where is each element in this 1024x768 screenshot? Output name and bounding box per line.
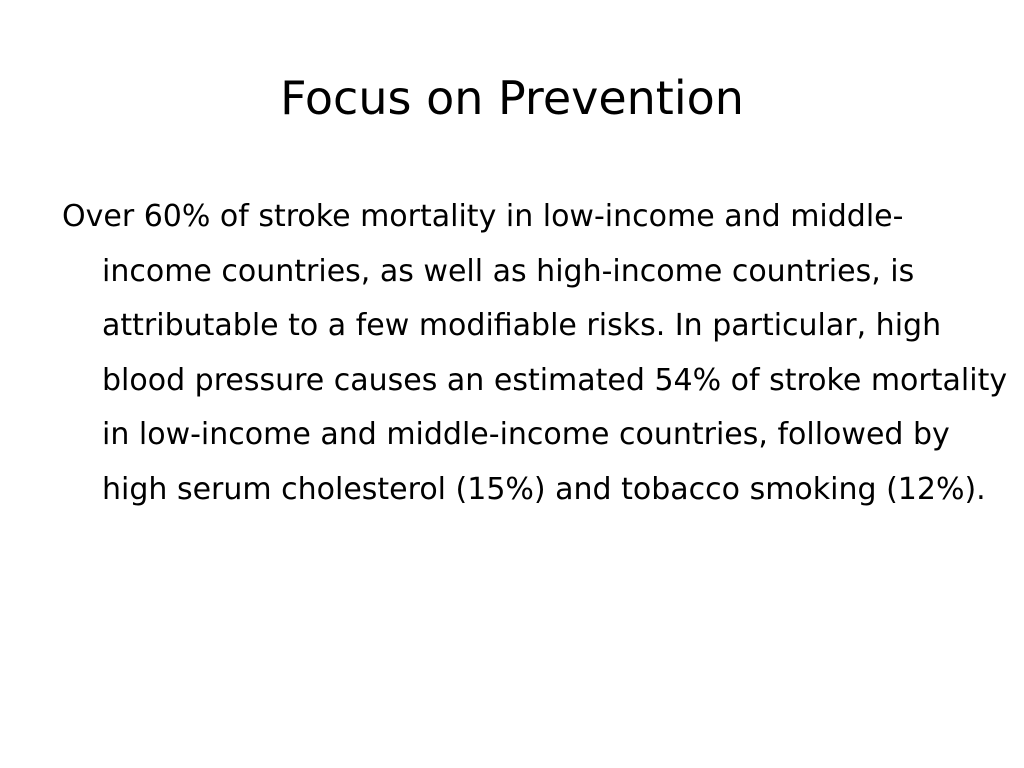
slide-body-text: Over 60% of stroke mortality in low-income and middle-income countries, as well as high-income countries, is attributable to a few modifiable risks. In particular, high blood pressure causes an estimated 54% of stroke mortality in low-income and middle-income countries, followed by high serum cholesterol (15%) and tobacco smoking (12%). (62, 199, 1008, 507)
slide-title: Focus on Prevention (280, 71, 744, 125)
